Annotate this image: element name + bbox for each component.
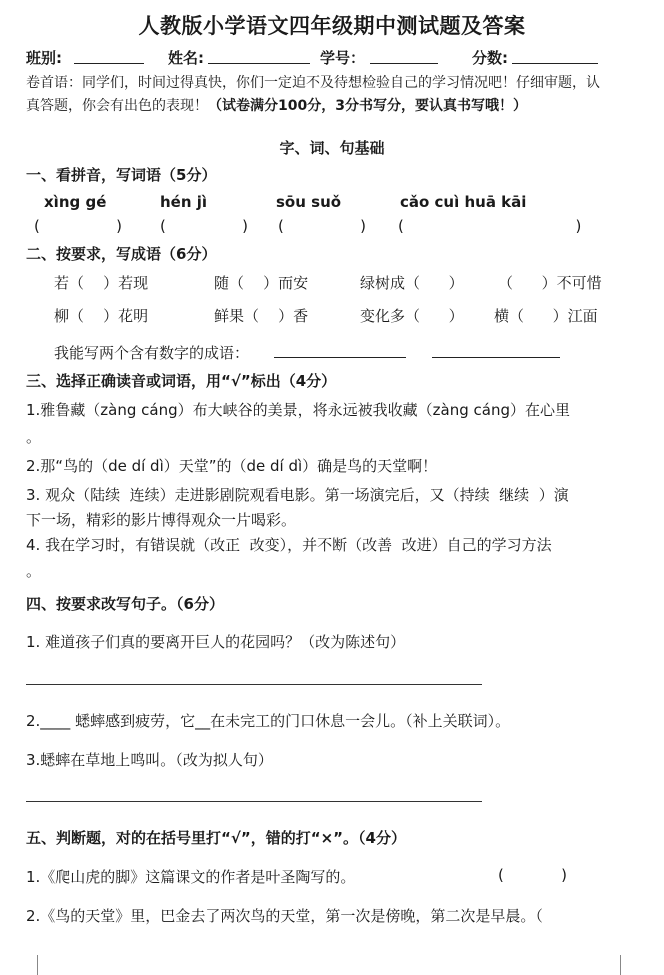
q4-answer-line-2[interactable] — [26, 801, 482, 802]
q2-heading: 二、按要求，写成语（6分） — [26, 245, 217, 263]
q2-number-idiom-field-2[interactable] — [432, 342, 560, 358]
q2-idiom-8[interactable]: 横（ ）江面 — [494, 307, 598, 325]
crop-mark-left — [18, 955, 38, 975]
class-label: 班别: — [26, 49, 62, 67]
q1-answer-1[interactable]: ( ) — [34, 217, 122, 235]
q5-item-1: 1.《爬山虎的脚》这篇课文的作者是叶圣陶写的。 — [26, 868, 356, 886]
score-label: 分数: — [472, 49, 508, 67]
q5-answer-bracket-1[interactable]: ( ) — [498, 866, 567, 884]
q1-answer-2[interactable]: ( ) — [160, 217, 248, 235]
q4-item-2[interactable]: 2.____ 蟋蟀感到疲劳，它__在未完工的门口休息一会儿。（补上关联词）。 — [26, 712, 511, 730]
intro-line-1: 卷首语：同学们，时间过得真快，你们一定迫不及待想检验自己的学习情况吧！仔细审题，认 — [26, 75, 600, 91]
q4-heading: 四、按要求改写句子。（6分） — [26, 595, 224, 613]
q1-answer-3[interactable]: ( ) — [278, 217, 366, 235]
q3-item-3[interactable]: 3. 观众（陆续 连续）走进影剧院观看电影。第一场演完后，又（持续 继续 ）演 — [26, 486, 569, 504]
q2-number-idiom-prompt: 我能写两个含有数字的成语： — [54, 344, 250, 362]
q3-item-1-end: 。 — [26, 428, 42, 446]
q3-item-2[interactable]: 2.那“鸟的（de dí dì）天堂”的（de dí dì）确是鸟的天堂啊！ — [26, 457, 438, 475]
q2-number-idiom-field-1[interactable] — [274, 342, 406, 358]
score-field[interactable] — [512, 48, 598, 64]
q2-idiom-5[interactable]: 柳（ ）花明 — [54, 307, 149, 325]
q2-idiom-3[interactable]: 绿树成（ ） — [360, 274, 464, 292]
q3-item-4[interactable]: 4. 我在学习时，有错误就（改正 改变），并不断（改善 改进）自己的学习方法 — [26, 536, 552, 554]
intro-line-2-text: 真答题，你会有出色的表现！ — [26, 98, 208, 114]
q1-pinyin-4: cǎo cuì huā kāi — [400, 193, 527, 211]
q2-idiom-1[interactable]: 若（ ）若现 — [54, 274, 149, 292]
q1-pinyin-1: xìng gé — [44, 193, 107, 211]
q1-answer-4[interactable]: ( ) — [398, 217, 582, 235]
q2-idiom-4[interactable]: （ ）不可惜 — [498, 274, 602, 292]
crop-mark-right — [620, 955, 640, 975]
intro-score-note: （试卷满分100分，3分书写分，要认真书写哦！） — [208, 98, 527, 114]
intro-line-2 — [26, 95, 527, 115]
q1-pinyin-2: hén jì — [160, 193, 208, 211]
q2-idiom-6[interactable]: 鲜果（ ）香 — [214, 307, 309, 325]
name-label: 姓名: — [168, 49, 204, 67]
number-label: 学号： — [320, 49, 366, 67]
q4-answer-line-1[interactable] — [26, 684, 482, 685]
class-field[interactable] — [74, 48, 144, 64]
document-title: 人教版小学语文四年级期中测试题及答案 — [138, 14, 526, 38]
q3-heading: 三、选择正确读音或词语，用“√”标出（4分） — [26, 372, 337, 390]
name-field[interactable] — [208, 48, 310, 64]
q5-item-2: 2.《鸟的天堂》里，巴金去了两次鸟的天堂，第一次是傍晚，第二次是早晨。（ — [26, 907, 543, 925]
q4-item-1: 1. 难道孩子们真的要离开巨人的花园吗？（改为陈述句） — [26, 633, 406, 651]
section-heading: 字、词、句基础 — [279, 139, 385, 157]
q3-item-4-end: 。 — [26, 562, 42, 580]
q2-idiom-2[interactable]: 随（ ）而安 — [214, 274, 309, 292]
q1-heading: 一、看拼音，写词语（5分） — [26, 166, 217, 184]
q5-heading: 五、判断题，对的在括号里打“√”，错的打“×”。（4分） — [26, 829, 406, 847]
q2-idiom-7[interactable]: 变化多（ ） — [360, 307, 464, 325]
number-field[interactable] — [370, 48, 438, 64]
q3-item-3-cont: 下一场，精彩的影片博得观众一片喝彩。 — [26, 511, 297, 529]
q3-item-1[interactable]: 1.雅鲁藏（zàng cáng）布大峡谷的美景，将永远被我收藏（zàng cáng）在心里 — [26, 401, 570, 419]
q4-item-3: 3.蟋蟀在草地上鸣叫。（改为拟人句） — [26, 751, 273, 769]
q1-pinyin-3: sōu suǒ — [276, 193, 342, 211]
